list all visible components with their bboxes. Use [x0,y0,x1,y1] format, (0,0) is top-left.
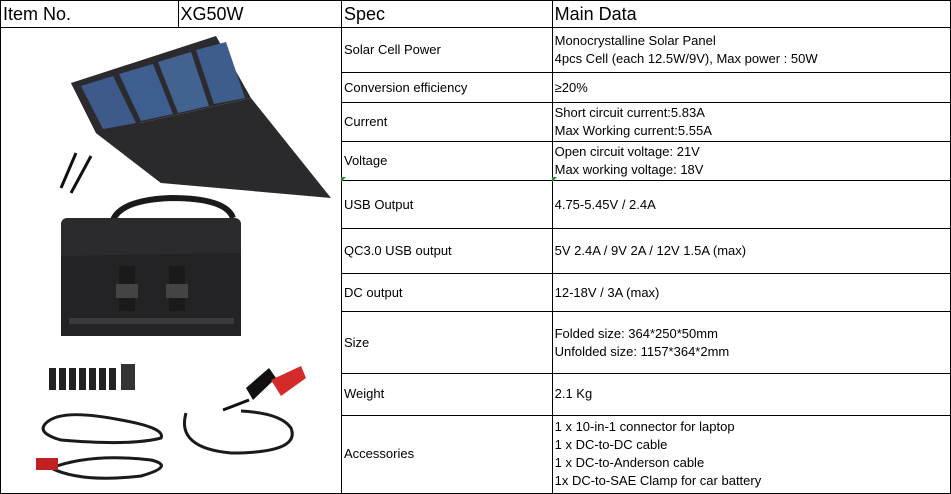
spec-cell: USB Output [342,180,553,228]
data-cell: Monocrystalline Solar Panel 4pcs Cell (each 12.5W/9V), Max power : 50W [552,28,950,73]
connector-tips-illustration [49,364,135,390]
table-row [1,28,951,73]
cell-comment-marker [341,177,346,182]
spec-header: Spec [342,1,553,28]
data-cell: ≥20% [552,73,950,103]
item-no-value: XG50W [178,1,341,28]
data-cell: 4.75-5.45V / 2.4A [552,180,950,228]
spec-cell: Current [342,102,553,141]
sae-clamp-illustration [223,366,306,410]
header-row [1,1,951,28]
carry-bag-illustration [61,198,241,336]
spec-cell: Conversion efficiency [342,73,553,103]
spec-cell: Accessories [342,415,553,493]
data-cell: 12-18V / 3A (max) [552,274,950,312]
data-cell: 5V 2.4A / 9V 2A / 12V 1.5A (max) [552,229,950,274]
product-illustration [1,28,341,488]
data-cell: Open circuit voltage: 21V Max working voltage: 18V [552,141,950,180]
cell-comment-marker [552,177,557,182]
spec-cell: Voltage [342,141,553,180]
data-cell: Folded size: 364*250*50mm Unfolded size: 1157*364*2mm [552,312,950,374]
spec-cell: QC3.0 USB output [342,229,553,274]
data-cell: 2.1 Kg [552,373,950,415]
spec-cell: Weight [342,373,553,415]
cables-illustration [43,411,292,478]
spec-cell: Size [342,312,553,374]
item-no-label: Item No. [1,1,179,28]
spec-cell: Solar Cell Power [342,28,553,73]
data-cell: Short circuit current:5.83A Max Working current:5.55A [552,102,950,141]
anderson-connector-illustration [36,458,58,470]
main-data-header: Main Data [552,1,950,28]
data-cell: 1 x 10-in-1 connector for laptop 1 x DC-to-DC cable 1 x DC-to-Anderson cable 1x DC-to-SAE Clamp for car battery [552,415,950,493]
spec-cell: DC output [342,274,553,312]
product-image-cell [1,28,342,494]
solar-panel-illustration [61,36,331,198]
